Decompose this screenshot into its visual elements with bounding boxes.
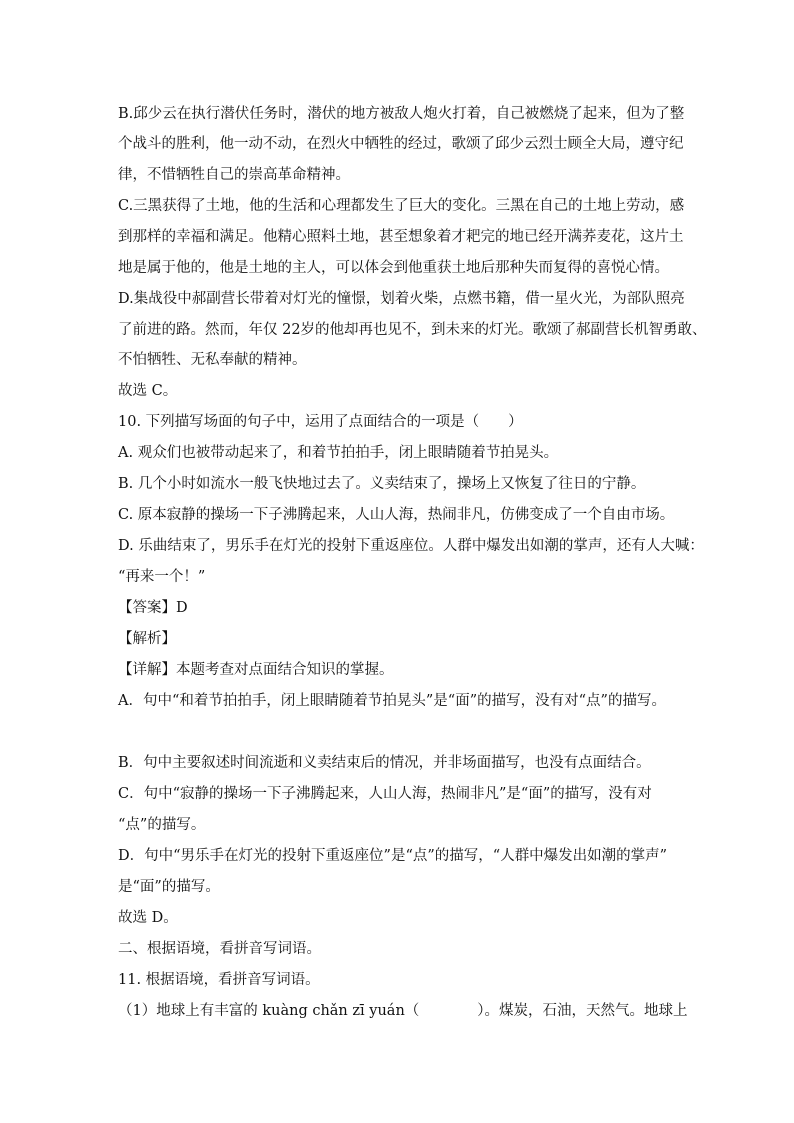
text-line: A．句中“和着节拍拍手，闭上眼睛随着节拍晃头”是“面”的描写，没有对“点”的描写。 xyxy=(118,693,666,709)
text-line: 故选 D。 xyxy=(118,910,178,926)
text-line: D．句中“男乐手在灯光的投射下重返座位”是“点”的描写，“人群中爆发出如潮的掌声” xyxy=(118,848,668,864)
analysis-label: 【解析】 xyxy=(118,631,176,647)
text-line: 故选 C。 xyxy=(118,383,178,399)
option-a: A. 观众们也被带动起来了，和着节拍拍手，闭上眼睛随着节拍晃头。 xyxy=(118,445,559,461)
text-line: B.邱少云在执行潜伏任务时，潜伏的地方被敌人炮火打着，自己被燃烧了起来，但为了整 xyxy=(118,106,685,122)
option-d: D. 乐曲结束了，男乐手在灯光的投射下重返座位。人群中爆发出如潮的掌声，还有人大喊： xyxy=(118,538,704,554)
text-line: C.三黑获得了土地，他的生活和心理都发生了巨大的变化。三黑在自己的土地上劳动，感 xyxy=(118,198,685,214)
detail-line: 【详解】本题考查对点面结合知识的掌握。 xyxy=(118,662,394,678)
question-title: 11. 根据语境，看拼音写词语。 xyxy=(118,972,320,988)
option-c: C. 原本寂静的操场一下子沸腾起来，人山人海，热闹非凡，仿佛变成了一个自由市场。 xyxy=(118,507,675,523)
text-line: （1）地球上有丰富的 kuàng chǎn zī yuán（ ）。煤炭，石油，天然气。地球上 xyxy=(118,1003,688,1019)
question-title: 10. 下列描写场面的句子中，运用了点面结合的一项是（ ） xyxy=(118,414,523,430)
text-line: 不怕牺牲、无私奉献的精神。 xyxy=(118,352,307,368)
option-b: B. 几个小时如流水一般飞快地过去了。义卖结束了，操场上又恢复了往日的宁静。 xyxy=(118,476,646,492)
answer-label: 【答案】D xyxy=(118,600,188,616)
text-line: “再来一个！” xyxy=(118,569,206,585)
text-line: 个战斗的胜利，他一动不动，在烈火中牺牲的经过，歌颂了邱少云烈士顾全大局，遵守纪 xyxy=(118,136,684,152)
section-title: 二、根据语境，看拼音写词语。 xyxy=(118,941,321,957)
text-line: “点”的描写。 xyxy=(118,817,206,833)
text-line: 了前进的路。然而，年仅 22岁的他却再也见不，到未来的灯光。歌颂了郝副营长机智勇敢、 xyxy=(118,322,707,338)
text-line: 是“面”的描写。 xyxy=(118,879,220,895)
text-line: 地是属于他的，他是土地的主人，可以体会到他重获土地后那种失而复得的喜悦心情。 xyxy=(118,260,669,276)
text-line: C．句中“寂静的操场一下子沸腾起来，人山人海，热闹非凡”是“面”的描写，没有对 xyxy=(118,786,652,802)
text-line: D.集战役中郝副营长带着对灯光的憧憬，划着火柴，点燃书籍，借一星火光，为部队照亮 xyxy=(118,291,685,307)
text-line: B．句中主要叙述时间流逝和义卖结束后的情况，并非场面描写，也没有点面结合。 xyxy=(118,755,651,771)
text-line: 到那样的幸福和满足。他精心照料土地，甚至想象着才耙完的地已经开满荞麦花，这片土 xyxy=(118,229,684,245)
text-line: 律，不惜牺牲自己的崇高革命精神。 xyxy=(118,167,350,183)
